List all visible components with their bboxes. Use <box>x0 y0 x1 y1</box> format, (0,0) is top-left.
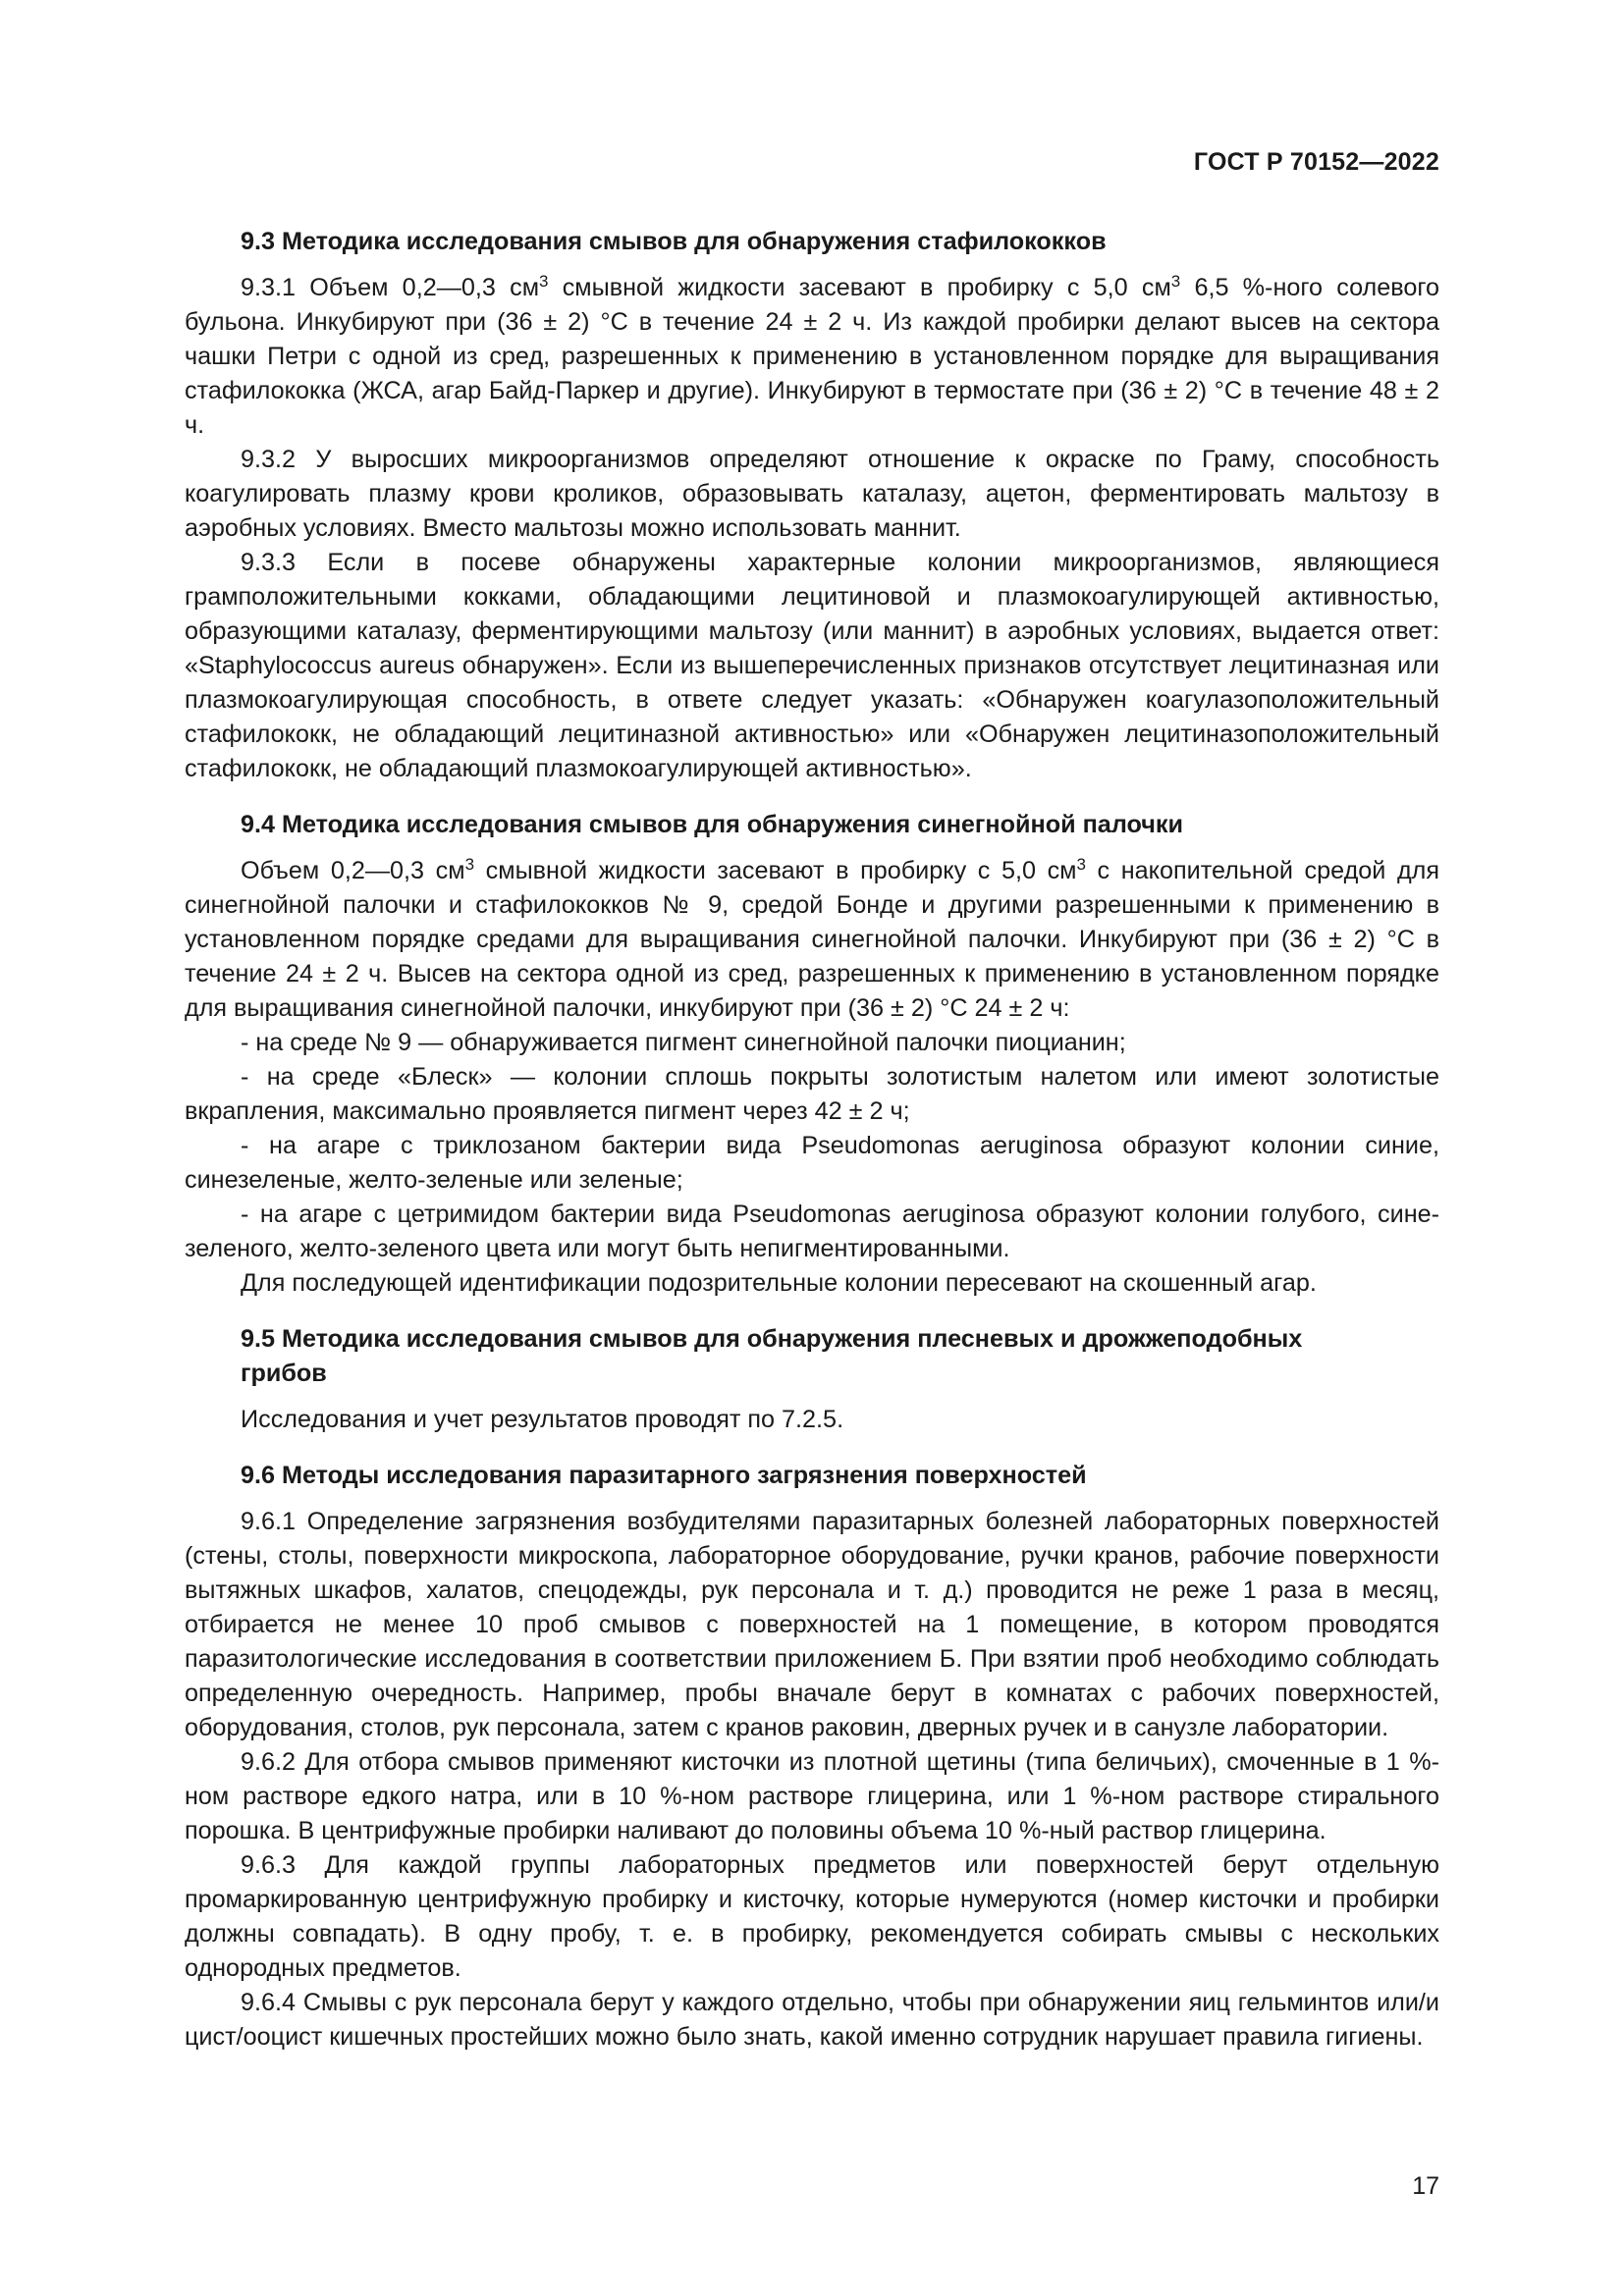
paragraph-text: смывной жидкости засевают в пробирку с 5,0 см <box>474 857 1077 884</box>
paragraph-9-4-1 <box>185 854 1439 1026</box>
paragraph-9-6-3: 9.6.3 Для каждой группы лабораторных предметов или поверхностей берут отдельную промаркированную центрифужную пробирку и кисточку, которые нумеруются (номер кисточки и пробирки должны совпадать). В одну пробу, т. е. в пробирку, рекомендуется собирать смывы с нескольких однородных предметов. <box>185 1851 1439 1982</box>
list-item: - на среде № 9 — обнаруживается пигмент синегнойной палочки пиоцианин; <box>241 1029 1126 1056</box>
paragraph-text: Объем 0,2—0,3 см <box>241 857 465 884</box>
standard-designation: ГОСТ Р 70152—2022 <box>1193 148 1439 176</box>
section-9-5-heading: 9.5 Методика исследования смывов для обнаружения плесневых и дрожжеподобных грибов <box>241 1325 1303 1387</box>
paragraph-text: 9.3.1 Объем 0,2—0,3 см <box>241 274 540 301</box>
section-9-4-heading: 9.4 Методика исследования смывов для обнаружения синегнойной палочки <box>241 811 1183 838</box>
paragraph-9-6-1: 9.6.1 Определение загрязнения возбудителями паразитарных болезней лабораторных поверхностей (стены, столы, поверхности микроскопа, лабораторное оборудование, ручки кранов, рабочие поверхности вытяжных шкафов, халатов, спецодежды, рук персонала и т. д.) проводится не реже 1 раза в месяц, отбирается не менее 10 проб смывов с поверхностей на 1 помещение, в котором проводятся паразитологические исследования в соответствии приложением Б. При взятии проб необходимо соблюдать определенную очередность. Например, пробы вначале берут в комнатах с рабочих поверхностей, оборудования, столов, рук персонала, затем с кранов раковин, дверных ручек и в санузле лаборатории. <box>185 1508 1439 1741</box>
page-number: 17 <box>1412 2172 1439 2200</box>
list-item: - на агаре с цетримидом бактерии вида Pseudomonas aeruginosa образуют колонии голубого, сине-зеленого, желто-зеленого цвета или могут быть непигментированными. <box>185 1201 1439 1262</box>
section-9-3-heading: 9.3 Методика исследования смывов для обнаружения стафилококков <box>241 228 1107 255</box>
superscript: 3 <box>1170 272 1181 291</box>
paragraph-9-5-1: Исследования и учет результатов проводят по 7.2.5. <box>241 1406 844 1433</box>
paragraph-9-4-last: Для последующей идентификации подозрительные колонии пересевают на скошенный агар. <box>241 1269 1317 1297</box>
paragraph-9-3-3: 9.3.3 Если в посеве обнаружены характерные колонии микроорганизмов, являющиеся грамположительными кокками, обладающими лецитиновой и плазмокоагулирующей активностью, образующими каталазу, ферментирующими мальтозу (или маннит) в аэробных условиях, выдается ответ: «Staphylococcus aureus обнаружен». Если из вышеперечисленных признаков отсутствует лецитиназная или плазмокоагулирующая способность, в ответе следует указать: «Обнаружен коагулазоположительный стафилококк, не обладающий лецитиназной активностью» или «Обнаружен лецитиназоположительный стафилококк, не обладающий плазмокоагулирующей активностью». <box>185 549 1439 782</box>
paragraph-text: 6,5 %-ного солевого бульона. Инкубируют при (36 ± 2) °С в течение 24 ± 2 ч. Из каждой пробирки делают высев на сектора чашки Петри с одной из сред, разрешенных к применению в установленном порядке для выращивания стафилококка (ЖСА, агар Байд-Паркер и другие). Инкубируют в термостате при (36 ± 2) °С в течение 48 ± 2 ч. <box>185 274 1439 439</box>
superscript: 3 <box>539 272 549 291</box>
paragraph-9-6-4: 9.6.4 Смывы с рук персонала берут у каждого отдельно, чтобы при обнаружении яиц гельминтов или/и цист/ооцист кишечных простейших можно было знать, какой именно сотрудник нарушает правила гигиены. <box>185 1989 1439 2051</box>
superscript: 3 <box>1076 855 1086 874</box>
paragraph-text: с накопительной средой для синегнойной палочки и стафилококков № 9, средой Бонде и другими разрешенными к применению в установленном порядке средами для выращивания синегнойной палочки. Инкубируют при (36 ± 2) °С в течение 24 ± 2 ч. Высев на сектора одной из сред, разрешенных к применению в установленном порядке для выращивания синегнойной палочки, инкубируют при (36 ± 2) °С 24 ± 2 ч: <box>185 857 1439 1022</box>
list-item: - на среде «Блеск» — колонии сплошь покрыты золотистым налетом или имеют золотистые вкрапления, максимально проявляется пигмент через 42 ± 2 ч; <box>185 1063 1439 1125</box>
section-9-6-heading: 9.6 Методы исследования паразитарного загрязнения поверхностей <box>241 1462 1087 1489</box>
list-item: - на агаре с триклозаном бактерии вида Pseudomonas aeruginosa образуют колонии синие, синезеленые, желто-зеленые или зеленые; <box>185 1132 1439 1194</box>
paragraph-text: смывной жидкости засевают в пробирку с 5,0 см <box>548 274 1171 301</box>
paragraph-9-3-1 <box>185 271 1439 443</box>
paragraph-9-6-2: 9.6.2 Для отбора смывов применяют кисточки из плотной щетины (типа беличьих), смоченные в 1 %-ном растворе едкого натра, или в 10 %-ном растворе глицерина, или 1 %-ном растворе стирального порошка. В центрифужные пробирки наливают до половины объема 10 %-ный раствор глицерина. <box>185 1748 1439 1844</box>
superscript: 3 <box>464 855 475 874</box>
document-body <box>185 225 1439 2055</box>
paragraph-9-3-2: 9.3.2 У выросших микроорганизмов определяют отношение к окраске по Граму, способность коагулировать плазму крови кроликов, образовывать каталазу, ацетон, ферментировать мальтозу в аэробных условиях. Вместо мальтозы можно использовать маннит. <box>185 446 1439 542</box>
